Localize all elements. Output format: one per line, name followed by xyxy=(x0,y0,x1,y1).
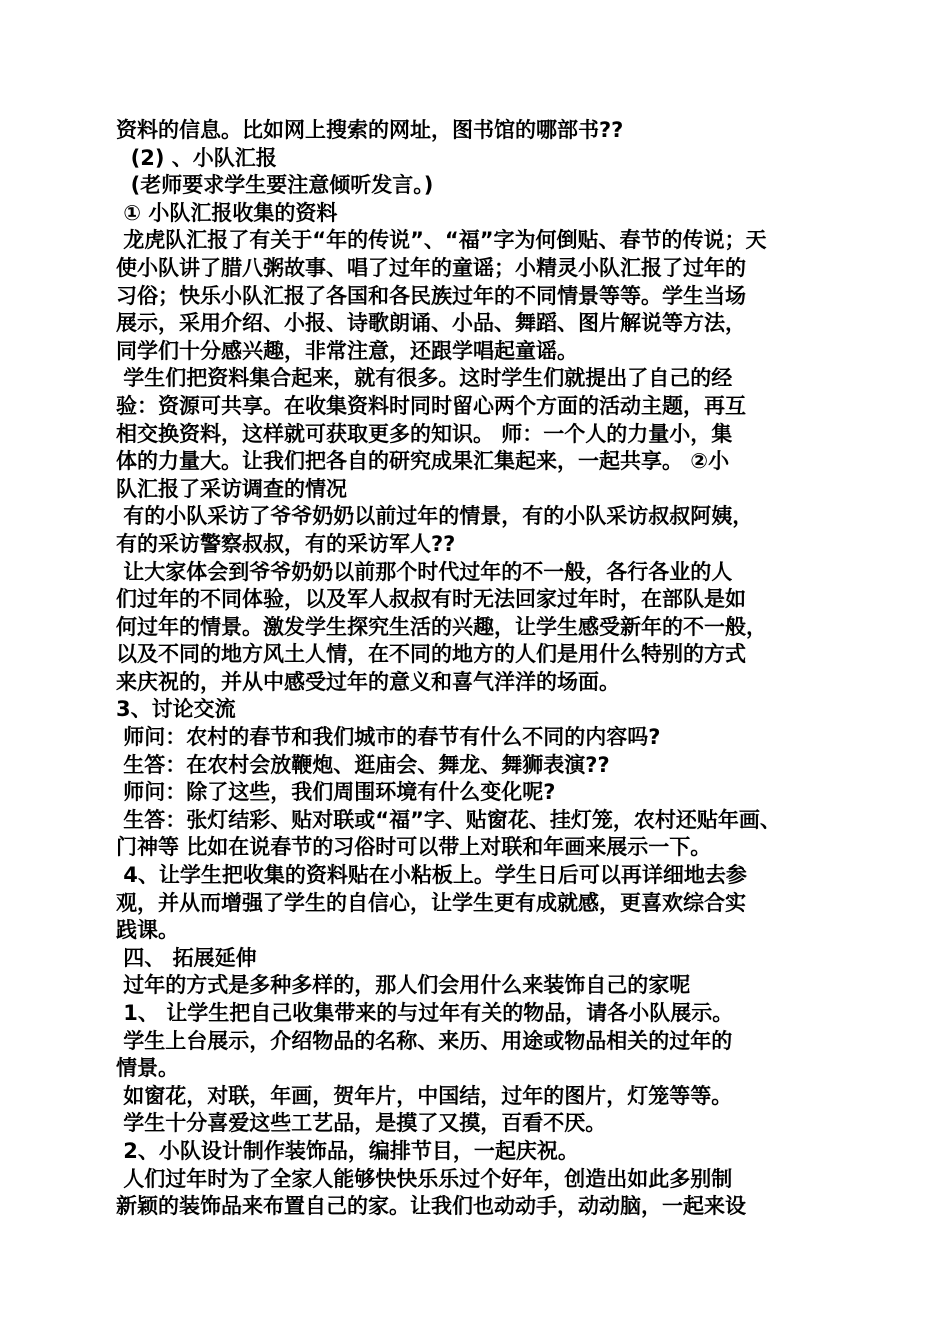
text-line: 新颖的装饰品来布置自己的家。让我们也动动手，动动脑，一起来设 xyxy=(116,1194,746,1219)
text-line: 同学们十分感兴趣，非常注意，还跟学唱起童谣。 xyxy=(116,338,578,363)
text-line: (老师要求学生要注意倾听发言。) xyxy=(116,173,434,198)
text-line: 学生十分喜爱这些工艺品，是摸了又摸，百看不厌。 xyxy=(116,1111,607,1136)
subsection-heading: ① 小队汇报收集的资料 xyxy=(116,200,338,225)
text-line: 相交换资料，这样就可获取更多的知识。 师：一个人的力量小，集 xyxy=(116,421,733,446)
text-line: 以及不同的地方风土人情，在不同的地方的人们是用什么特别的方式 xyxy=(116,642,746,667)
text-line: 何过年的情景。激发学生探究生活的兴趣，让学生感受新年的不一般， xyxy=(116,614,767,639)
text-line: 过年的方式是多种多样的，那人们会用什么来装饰自己的家呢 xyxy=(116,973,691,998)
text-line: 们过年的不同体验，以及军人叔叔有时无法回家过年时，在部队是如 xyxy=(116,587,746,612)
text-line: 有的小队采访了爷爷奶奶以前过年的情景，有的小队采访叔叔阿姨， xyxy=(116,504,754,529)
text-line: 学生上台展示，介绍物品的名称、来历、用途或物品相关的过年的 xyxy=(116,1028,733,1053)
text-line: 生答：在农村会放鞭炮、逛庙会、舞龙、舞狮表演?? xyxy=(116,752,610,777)
text-line: 让大家体会到爷爷奶奶以前那个时代过年的不一般，各行各业的人 xyxy=(116,559,733,584)
text-line: 情景。 xyxy=(116,1056,179,1081)
text-line: 展示，采用介绍、小报、诗歌朗诵、小品、舞蹈、图片解说等方法， xyxy=(116,311,746,336)
text-line: 2、小队设计制作装饰品，编排节目，一起庆祝。 xyxy=(116,1138,579,1163)
text-line: 使小队讲了腊八粥故事、唱了过年的童谣；小精灵小队汇报了过年的 xyxy=(116,255,746,280)
text-line: 来庆祝的，并从中感受过年的意义和喜气洋洋的场面。 xyxy=(116,669,620,694)
text-line: 生答：张灯结彩、贴对联或“福”字、贴窗花、挂灯笼，农村还贴年画、 xyxy=(116,807,781,832)
text-line: 师问：农村的春节和我们城市的春节有什么不同的内容吗? xyxy=(116,725,661,750)
text-line: 学生们把资料集合起来，就有很多。这时学生们就提出了自己的经 xyxy=(116,366,733,391)
section-heading: (2) 、小队汇报 xyxy=(116,145,277,170)
text-line: 如窗花，对联，年画，贺年片，中国结，过年的图片，灯笼等等。 xyxy=(116,1083,733,1108)
section-heading: 3、讨论交流 xyxy=(116,697,236,722)
document-page xyxy=(116,117,852,1221)
text-line: 人们过年时为了全家人能够快快乐乐过个好年，创造出如此多别制 xyxy=(116,1166,733,1191)
text-line: 4、让学生把收集的资料贴在小粘板上。学生日后可以再详细地去参 xyxy=(116,863,747,888)
text-line: 验：资源可共享。在收集资料时同时留心两个方面的活动主题，再互 xyxy=(116,393,746,418)
text-line: 龙虎队汇报了有关于“年的传说”、“福”字为何倒贴、春节的传说；天 xyxy=(116,228,767,253)
text-line: 践课。 xyxy=(116,918,179,943)
text-line: 队汇报了采访调查的情况 xyxy=(116,476,347,501)
text-line: 1、 让学生把自己收集带来的与过年有关的物品，请各小队展示。 xyxy=(116,1001,734,1025)
text-line: 师问：除了这些，我们周围环境有什么变化呢? xyxy=(116,780,556,805)
text-line: 习俗；快乐小队汇报了各国和各民族过年的不同情景等等。学生当场 xyxy=(116,283,746,308)
text-line: 资料的信息。比如网上搜索的网址，图书馆的哪部书?? xyxy=(116,118,624,142)
text-line: 观，并从而增强了学生的自信心，让学生更有成就感，更喜欢综合实 xyxy=(116,890,746,915)
text-line: 门神等 比如在说春节的习俗时可以带上对联和年画来展示一下。 xyxy=(116,835,712,860)
section-heading: 四、 拓展延伸 xyxy=(116,945,257,970)
text-line: 有的采访警察叔叔，有的采访军人?? xyxy=(116,531,456,556)
text-line: 体的力量大。让我们把各自的研究成果汇集起来，一起共享。 ②小 xyxy=(116,449,730,474)
